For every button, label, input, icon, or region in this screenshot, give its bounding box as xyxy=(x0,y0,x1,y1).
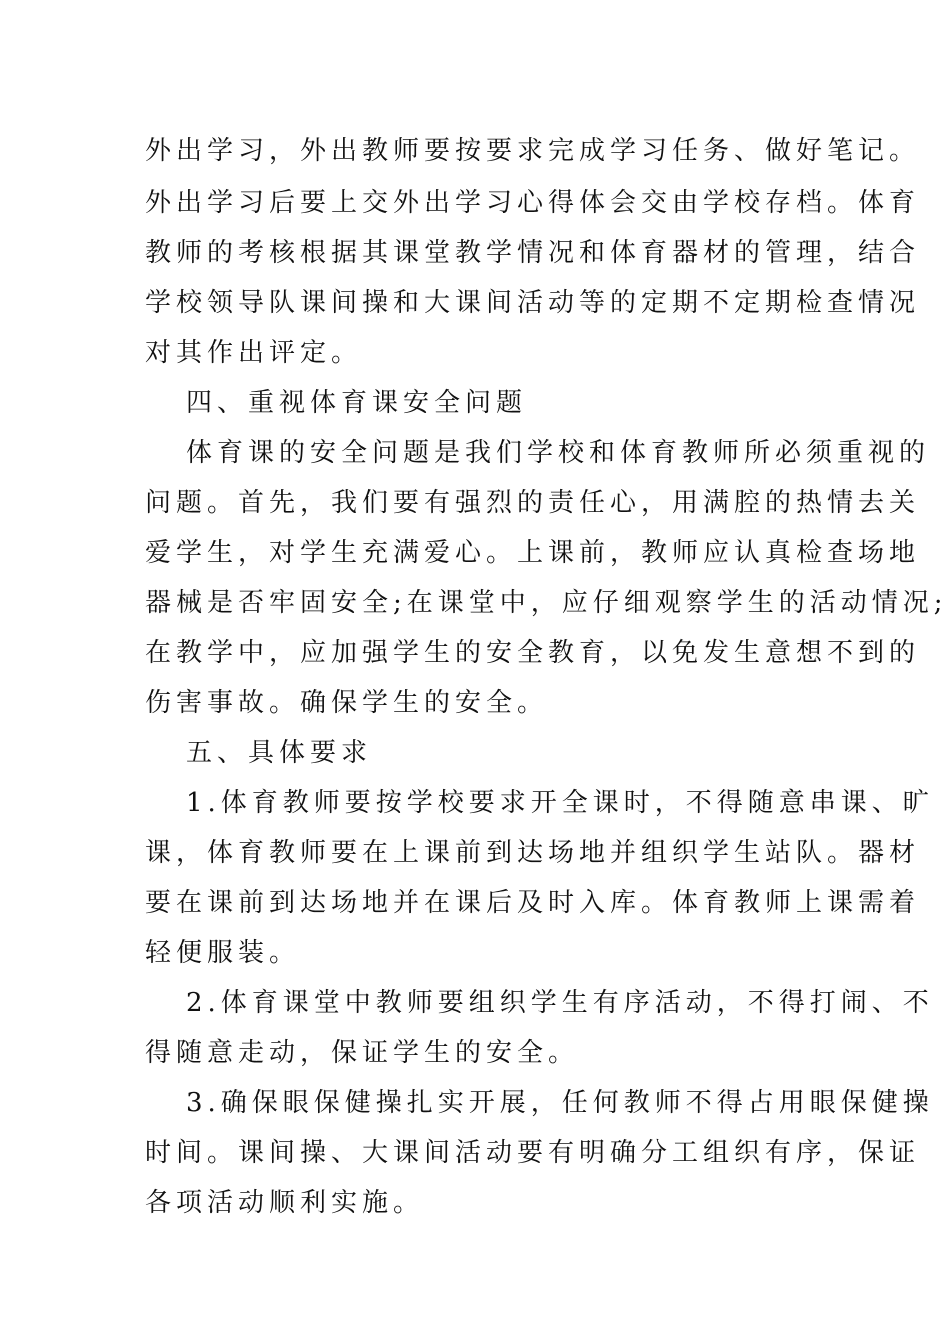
text-line: 时间。课间操、大课间活动要有明确分工组织有序，保证 xyxy=(145,1138,921,1168)
list-item: 2.体育课堂中教师要组织学生有序活动，不得打闹、不 xyxy=(186,988,934,1018)
text-line: 伤害事故。确保学生的安全。 xyxy=(145,688,549,718)
text-line: 体育课的安全问题是我们学校和体育教师所必须重视的 xyxy=(186,438,931,468)
text-line: 问题。首先，我们要有强烈的责任心，用满腔的热情去关 xyxy=(145,488,921,518)
text-line: 要在课前到达场地并在课后及时入库。体育教师上课需着 xyxy=(145,888,921,918)
text-line: 各项活动顺利实施。 xyxy=(145,1188,425,1218)
text-line: 课，体育教师要在上课前到达场地并组织学生站队。器材 xyxy=(145,838,921,868)
section-heading: 四、重视体育课安全问题 xyxy=(186,388,528,418)
text-line: 外出学习后要上交外出学习心得体会交由学校存档。体育 xyxy=(145,188,921,218)
text-line: 器械是否牢固安全;在课堂中，应仔细观察学生的活动情况; xyxy=(145,588,948,618)
text-line: 学校领导队课间操和大课间活动等的定期不定期检查情况 xyxy=(145,288,921,318)
list-item: 1.体育教师要按学校要求开全课时，不得随意串课、旷 xyxy=(186,788,934,818)
text-line: 在教学中，应加强学生的安全教育，以免发生意想不到的 xyxy=(145,638,921,668)
text-line: 爱学生，对学生充满爱心。上课前，教师应认真检查场地 xyxy=(145,538,921,568)
text-line: 教师的考核根据其课堂教学情况和体育器材的管理，结合 xyxy=(145,238,921,268)
list-item: 3.确保眼保健操扎实开展，任何教师不得占用眼保健操 xyxy=(186,1088,934,1118)
text-line: 外出学习，外出教师要按要求完成学习任务、做好笔记。 xyxy=(145,136,921,166)
section-heading: 五、具体要求 xyxy=(186,738,373,768)
text-line: 轻便服装。 xyxy=(145,938,301,968)
text-line: 对其作出评定。 xyxy=(145,338,363,368)
text-line: 得随意走动，保证学生的安全。 xyxy=(145,1038,580,1068)
